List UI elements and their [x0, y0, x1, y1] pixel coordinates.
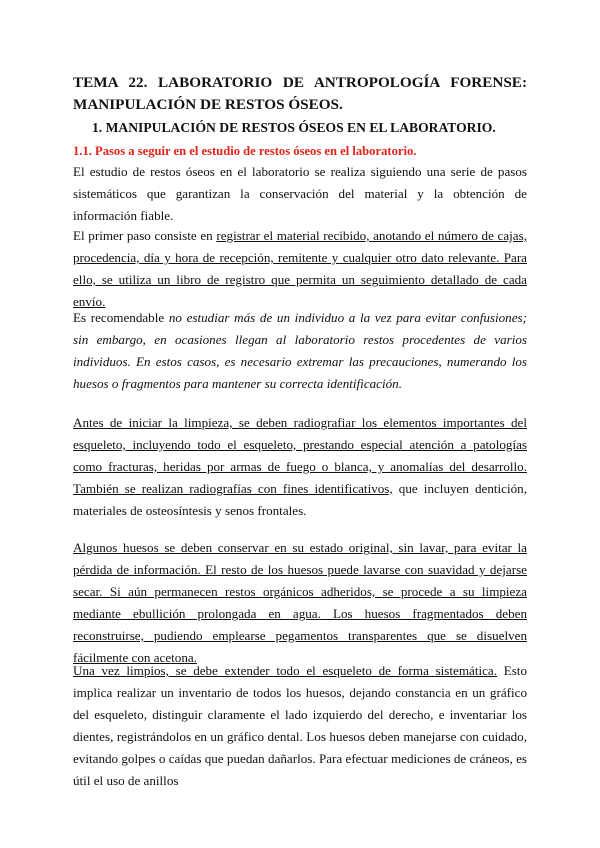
paragraph-2-lead: El primer paso consiste en — [73, 228, 217, 243]
document-title: TEMA 22. LABORATORIO DE ANTROPOLOGÍA FORENSE: MANIPULACIÓN DE RESTOS ÓSEOS. — [73, 74, 527, 113]
subsection-heading: 1.1. Pasos a seguir en el estudio de restos óseos en el laboratorio. — [73, 144, 417, 158]
paragraph-3-italic: no estudiar más de un individuo a la vez para evitar confusiones; sin embargo, en ocasiones llegan al laboratorio restos procedentes de varios individuos. En estos casos, es necesario extremar las precauciones, numerando los huesos o fragmentos para mantener su correcta identificación. — [73, 310, 527, 391]
section-heading: 1. MANIPULACIÓN DE RESTOS ÓSEOS EN EL LABORATORIO. — [92, 120, 496, 135]
paragraph-6-tail: Esto implica realizar un inventario de todos los huesos, dejando constancia en un gráfico del esqueleto, distinguir claramente el lado izquierdo del derecho, e inventariar los dientes, registrándolos en un gráfico dental. Los huesos deben manejarse con cuidado, evitando golpes o caídas que puedan dañarlos. Para efectuar mediciones de cráneos, es útil el uso de anillos — [73, 663, 527, 788]
paragraph-4 — [73, 412, 527, 522]
paragraph-1 — [73, 161, 527, 227]
paragraph-2-underlined: registrar el material recibido, anotando el número de cajas, procedencia, día y hora de recepción, remitente y cualquier otro dato relevante. Para ello, se utiliza un libro de registro que permita un seguimiento detallado de cada envío. — [73, 228, 527, 309]
paragraph-6 — [73, 660, 527, 792]
paragraph-6-underlined: Una vez limpios, se debe extender todo el esqueleto de forma sistemática. — [73, 663, 498, 678]
paragraph-4-tail: que incluyen dentición, materiales de osteosíntesis y senos frontales. — [73, 481, 528, 518]
paragraph-3-lead: Es recomendable — [73, 310, 169, 325]
paragraph-4-underlined: Antes de iniciar la limpieza, se deben radiografiar los elementos importantes del esqueleto, incluyendo todo el esqueleto, prestando especial atención a patologías como fracturas, heridas por armas de fuego o blanca, y anomalías del desarrollo. También se realizan radiografías con fines identificativos, — [73, 415, 527, 496]
paragraph-1-text: El estudio de restos óseos en el laboratorio se realiza siguiendo una serie de pasos sistemáticos que garantizan la conservación del material y la obtención de información fiable. — [73, 164, 527, 223]
paragraph-5 — [73, 537, 527, 669]
paragraph-2 — [73, 225, 527, 313]
paragraph-3 — [73, 307, 527, 395]
paragraph-5-underlined: Algunos huesos se deben conservar en su estado original, sin lavar, para evitar la pérdida de información. El resto de los huesos puede lavarse con suavidad y dejarse secar. Si aún permanecen restos orgánicos adheridos, se procede a su limpieza mediante ebullición prolongada en agua. Los huesos fragmentados deben reconstruirse, pudiendo emplearse pegamentos transparentes que se disuelven fácilmente con acetona. — [73, 540, 527, 665]
